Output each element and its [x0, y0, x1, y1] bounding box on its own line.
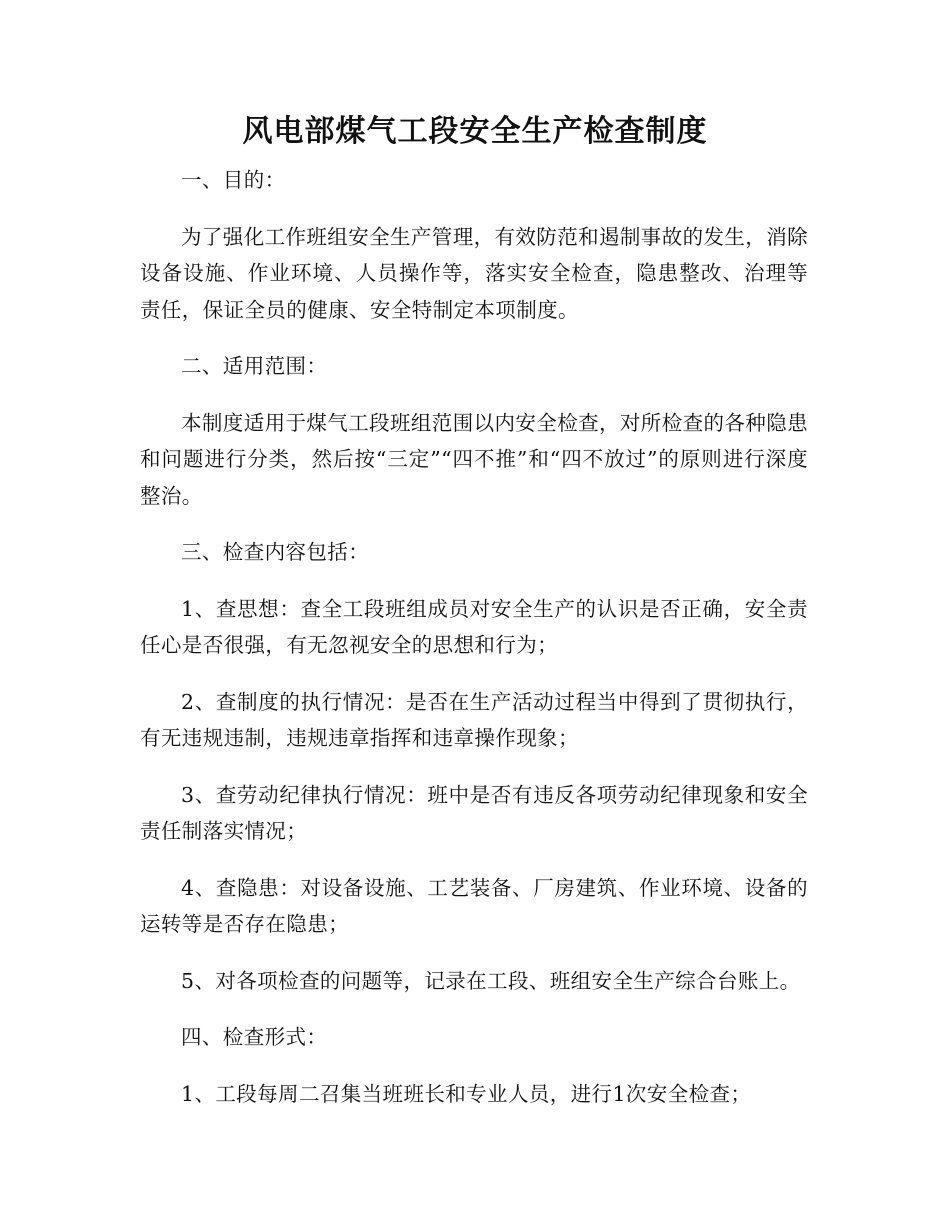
content-item: 5、对各项检查的问题等，记录在工段、班组安全生产综合台账上。: [181, 968, 801, 993]
section-heading-scope: 二、适用范围：: [181, 354, 328, 378]
paragraph-purpose: 为了强化工作班组安全生产管理，有效防范和遏制事故的发生，消除设备设施、作业环境、人员操作等，落实安全检查，隐患整改、治理等责任，保证全员的健康、安全特制定本项制度。: [140, 224, 808, 322]
content-item: 4、查隐患：对设备设施、工艺装备、厂房建筑、作业环境、设备的运转等是否存在隐患；: [140, 875, 808, 936]
content-item: 3、查劳动纪律执行情况：班中是否有违反各项劳动纪律现象和安全责任制落实情况；: [140, 782, 808, 843]
document-title: 风电部煤气工段安全生产检查制度: [242, 114, 708, 149]
content-item: 1、查思想：查全工段班组成员对安全生产的认识是否正确，安全责任心是否很强，有无忽视安全的思想和行为；: [140, 596, 808, 657]
form-item: 1、工段每周二召集当班班长和专业人员，进行1次安全检查；: [181, 1081, 752, 1106]
section-heading-form: 四、检查形式：: [181, 1025, 328, 1049]
paragraph-scope: 本制度适用于煤气工段班组范围以内安全检查，对所检查的各种隐患和问题进行分类，然后按“三定”“四不推”和“四不放过”的原则进行深度整治。: [140, 410, 808, 508]
content-item: 2、查制度的执行情况：是否在生产活动过程当中得到了贯彻执行，有无违规违制，违规违章指挥和违章操作现象；: [140, 689, 808, 750]
section-heading-content: 三、检查内容包括：: [181, 540, 370, 564]
section-heading-purpose: 一、目的：: [181, 168, 286, 192]
document-body: [140, 162, 808, 1132]
